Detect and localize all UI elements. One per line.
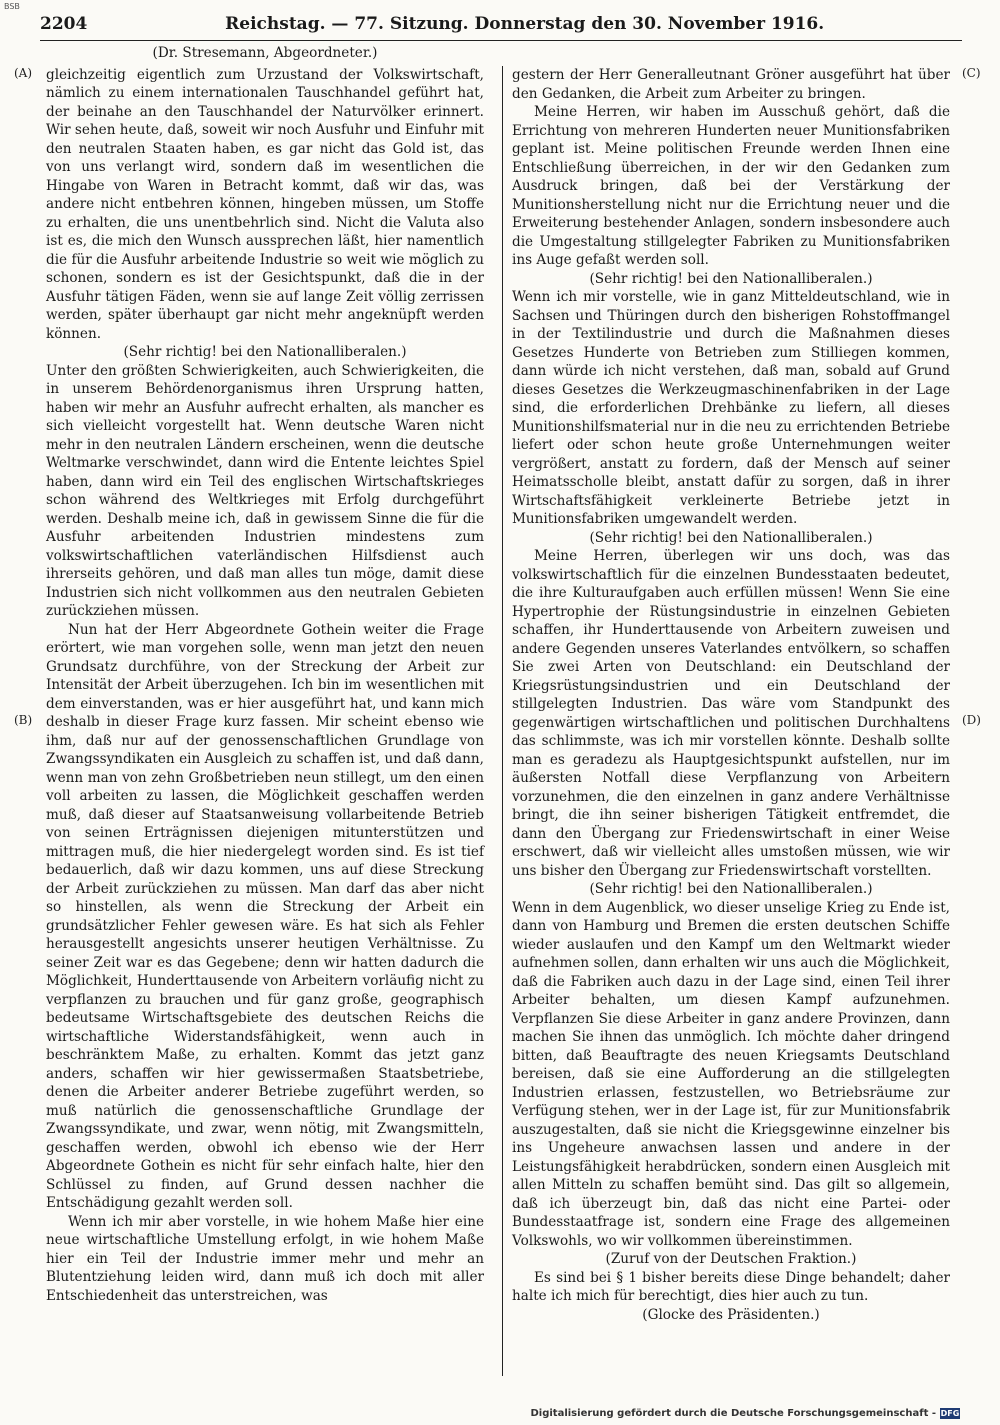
- paragraph: Meine Herren, wir haben im Ausschuß gehört, daß die Errichtung von mehreren Hunderten neuer Munitionsfabriken geplant ist. Meine politischen Freunde werden Ihnen eine Entschließung überreichen, in der wir den Gedanken zum Ausdruck bringen, daß bei der Verstärkung der Munitionsherstellung nicht nur die Errichtung neuer und die Erweiterung bestehender Anlagen, sondern insbesondere auch die Umgestaltung stillgelegter Fabriken zu Munitionsfabriken ins Auge gefaßt werden soll.: [512, 104, 950, 268]
- speaker-line: (Dr. Stresemann, Abgeordneter.): [152, 45, 378, 61]
- page-number: 2204: [40, 14, 88, 34]
- interjection: (Sehr richtig! bei den Nationalliberalen.): [123, 344, 407, 360]
- interjection: (Glocke des Präsidenten.): [642, 1306, 820, 1323]
- paragraph: Es sind bei § 1 bisher bereits diese Dinge behandelt; daher halte ich mich für berechtigt, dies hier auch zu tun.: [512, 1269, 950, 1304]
- margin-marker-d: (D): [962, 713, 981, 727]
- page-header: [40, 14, 962, 38]
- interjection: (Zuruf von der Deutschen Fraktion.): [605, 1251, 857, 1267]
- margin-marker-c: (C): [962, 66, 981, 80]
- right-column: [512, 66, 950, 1324]
- header-rule: [40, 40, 962, 41]
- footer-text: Digitalisierung gefördert durch die Deutsche Forschungsgemeinschaft -: [530, 1408, 936, 1419]
- margin-marker-a: (A): [14, 66, 33, 80]
- library-stamp: BSB: [4, 2, 20, 11]
- dfg-logo-icon: DFG: [940, 1409, 960, 1418]
- paragraph: Unter den größten Schwierigkeiten, auch Schwierigkeiten, die in unserem Behördenorganismus ihren Ursprung hatten, haben wir mehr an Ausfuhr aufrecht erhalten, als mancher es sich vielleicht vorgestellt hat. Wenn deutsche Waren nicht mehr in den neutralen Ländern erscheinen, wenn die deutsche Weltmarke verschwindet, dann wird die Entente leichtes Spiel haben, dann wird ein Teil des englischen Wirtschaftskrieges schon während des Weltkrieges mit Erfolg durchgeführt werden. Deshalb meine ich, daß in gewissem Sinne die für die Ausfuhr arbeitenden Industrien mindestens zum volkswirtschaftlichen vaterländischen Hilfsdienst auch ihrerseits gehören, und daß man alles tun möge, damit diese Industrien sich nicht vollkommen aus den neutralen Gebieten zurückziehen müssen.: [46, 362, 484, 619]
- paragraph: gleichzeitig eigentlich zum Urzustand der Volkswirtschaft, nämlich zu einem internationalen Tauschhandel geführt hat, der beinahe an den Tauschhandel der Naturvölker erinnert. Wir sehen heute, daß, soweit wir noch Ausfuhr und Einfuhr mit den neutralen Staaten haben, es gar nicht das Gold ist, das von uns verlangt wird, sondern daß im wesentlichen die Hingabe von Waren in Betracht kommt, daß wir das, was andere nicht entbehren können, hingeben müssen, um Stoffe zu erhalten, die uns unentbehrlich sind. Nicht die Valuta also ist es, die mich den Wunsch aussprechen läßt, hier namentlich die für die Ausfuhr arbeitende Industrie so weit wie möglich zu schonen, sondern es ist der Gesichtspunkt, daß die in der Ausfuhr tätigen Fäden, wenn sie auf lange Zeit völlig zerrissen werden, später überhaupt gar nicht mehr angeknüpft werden können.: [46, 66, 484, 342]
- paragraph: Wenn in dem Augenblick, wo dieser unselige Krieg zu Ende ist, dann von Hamburg und Bremen die ersten deutschen Schiffe wieder auslaufen und den Kampf um den Weltmarkt wieder aufnehmen sollen, dann erhalten wir uns auch die Möglichkeit, daß die Fabriken auch dazu in der Lage sind, einen Teil ihrer Arbeiter behalten, um diesen Kampf aufzunehmen. Verpflanzen Sie diese Arbeiter in ganz andere Provinzen, dann machen Sie ihnen das unmöglich. Ich möchte daher dringend bitten, daß Beauftragte des neuen Kriegsamts Deutschland bereisen, daß sie eine Aufforderung an die stillgelegten Industrien erlassen, festzustellen, wo Betriebsräume zur Verfügung stehen, wer in der Lage ist, für zur Munitionsfabrik auszugestalten, daß sie nicht die Kriegsgewinne einzelner bis ins Ungeheure anwachsen lassen und andere in der Leistungsfähigkeit herabdrücken, sondern einen Ausgleich mit allen Mitteln zu schaffen bemüht sind. Das gilt so allgemein, daß ich überzeugt bin, daß das nicht eine Partei- oder Bundesstaatfrage ist, sondern eine Frage des allgemeinen Volkswohls, wo wir vollkommen übereinstimmen.: [512, 899, 950, 1249]
- paragraph: Wenn ich mir vorstelle, wie in ganz Mitteldeutschland, wie in Sachsen und Thüringen durch den bisherigen Rohstoffmangel in der Textilindustrie und durch die Maßnahmen dieses Gesetzes Hunderte von Betrieben zum Stilliegen kommen, dann würde ich nicht verstehen, daß man, sobald auf Grund dieses Gesetzes die Werkzeugmaschinenfabriken in der Lage sind, die erforderlichen Drehbänke zu liefern, all dieses Munitionshilfsmaterial nur in die neu zu errichtenden Betriebe liefert oder schon heute große Unternehmungen weiter vergrößert, anstatt zu fordern, daß der Mensch auf seiner Heimatsscholle bleibt, anstatt dafür zu sorgen, daß in ihrer Wirtschaftsfähigkeit verkleinerte Betriebe jetzt in Munitionsfabriken umgewandelt werden.: [512, 289, 950, 527]
- column-divider: [502, 66, 503, 1376]
- margin-marker-b: (B): [14, 713, 33, 727]
- interjection: (Sehr richtig! bei den Nationalliberalen.): [589, 529, 873, 546]
- running-title: Reichstag. — 77. Sitzung. Donnerstag den 30. November 1916.: [225, 14, 825, 34]
- paragraph: Nun hat der Herr Abgeordnete Gothein weiter die Frage erörtert, wie man vorgehen solle, wenn man jetzt den neuen Grundsatz durchführe, von der Streckung der Arbeit zur Intensität der Arbeit überzugehen. Ich bin im wesentlichen mit dem einverstanden, was er hier ausgeführt hat, und kann mich deshalb in dieser Frage kurz fassen. Mir scheint ebenso wie ihm, daß nur auf der genossenschaftlichen Grundlage von Zwangssyndikaten ein Ausgleich zu schaffen ist, und daß dann, wenn man von zehn Großbetrieben neun stillegt, um den einen voll arbeiten zu lassen, die Möglichkeit geschaffen werden muß, daß dieser auf Staatsanweisung vollarbeitende Betrieb von seinen Erträgnissen diejenigen mitunterstützen und mittragen muß, die hier niedergelegt worden sind. Es ist tief bedauerlich, daß wir dazu kommen, uns auf diese Streckung der Arbeit zurückziehen zu müssen. Man darf das aber nicht so hinstellen, als wenn die Streckung der Arbeit ein grundsätzlicher Fehler gewesen wäre. Es hat sich als Fehler herausgestellt angesichts unserer heutigen Verhältnisse. Zu seiner Zeit war es das Gegebene; denn wir hatten dadurch die Möglichkeit, Hunderttausende von Arbeitern vorläufig nicht zu verpflanzen zu brauchen und für ganz große, geographisch bedeutsame Wirtschaftsgebiete des deutschen Reichs die wirtschaftliche Widerstandsfähigkeit, wenn auch in beschränktem Maße, zu erhalten. Kommt das jetzt ganz anders, schaffen wir hier gewissermaßen Staatsbetriebe, denen die Arbeiter anderer Betriebe zugeführt werden, so muß natürlich die genossenschaftliche Grundlage der Zwangssyndikate, und zwar, wenn nötig, mit Zwangsmitteln, geschaffen werden, obwohl ich ebenso wie der Herr Abgeordnete Gothein es nicht für sehr einfach halte, hier den Schlüssel zu finden, auf Grund dessen nachher die Entschädigung gezahlt werden soll.: [46, 621, 484, 1211]
- paragraph: Wenn ich mir aber vorstelle, in wie hohem Maße hier eine neue wirtschaftliche Umstellung erfolgt, in wie hohem Maße hier ein Teil der Industrie immer mehr und mehr an Blutentziehung leiden wird, dann muß ich doch mit aller Entschiedenheit das unterstreichen, was: [46, 1213, 484, 1304]
- interjection: (Sehr richtig! bei den Nationalliberalen.): [589, 270, 873, 287]
- paragraph: gestern der Herr Generalleutnant Gröner ausgeführt hat über den Gedanken, die Arbeit zum Arbeiter zu bringen.: [512, 67, 950, 102]
- footer: [530, 1408, 960, 1419]
- paragraph: Meine Herren, überlegen wir uns doch, was das volkswirtschaftlich für die einzelnen Bundesstaaten bedeutet, die ihre Kulturaufgaben auch erfüllen müssen! Wenn Sie eine Hypertrophie der Rüstungsindustrie in einzelnen Gebieten schaffen, ihr Hunderttausende von Arbeitern zuweisen und andere Gegenden unseres Vaterlandes entvölkern, so schaffen Sie zwei Arten von Deutschland: ein Deutschland der Kriegsrüstungsindustrien und ein Deutschland der stillgelegten Industrien. Das wäre vom Standpunkt des gegenwärtigen wirtschaftlichen und politischen Durchhaltens das schlimmste, was ich mir vorstellen könnte. Deshalb sollte man es geradezu als Hauptgesichtspunkt aufstellen, nur im äußersten Notfall diese Verpflanzung von Arbeitern vorzunehmen, die den einzelnen in ganz andere Verhältnisse bringt, die ihn seiner bisherigen Tätigkeit entfremdet, die dann den Übergang zur Friedenswirtschaft in einer Weise erschwert, daß wir vielleicht alles umstoßen müssen, wie wir uns bisher den Übergang zur Friedenswirtschaft vorstellten.: [512, 548, 950, 879]
- left-column: [46, 44, 484, 1305]
- interjection: (Sehr richtig! bei den Nationalliberalen.): [589, 881, 873, 897]
